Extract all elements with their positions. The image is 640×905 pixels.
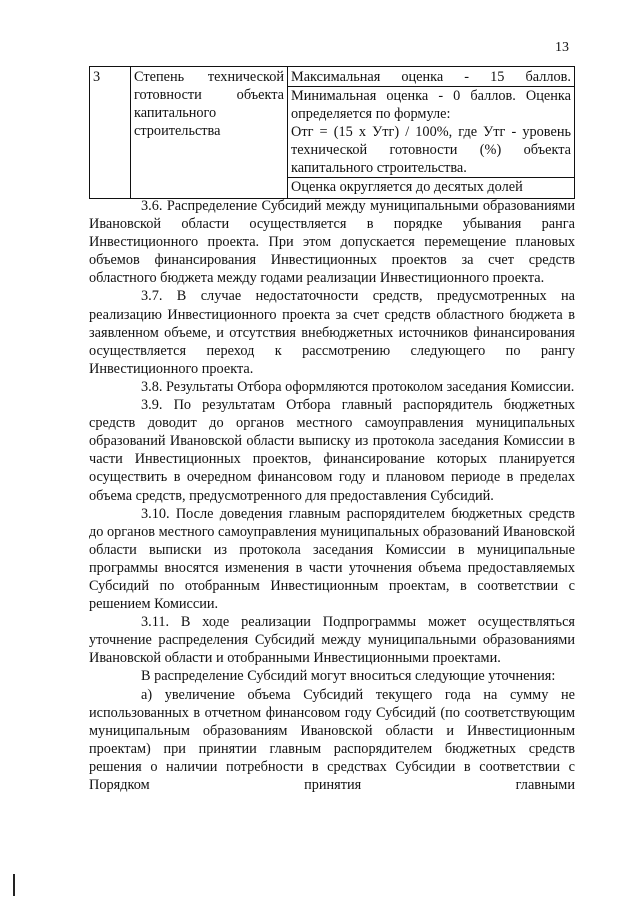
criteria-table	[89, 66, 575, 199]
paragraph-3-6: 3.6. Распределение Субсидий между муниципальными образованиями Ивановской области осуществляется в порядке убывания ранга Инвестиционного проекта. При этом допускается перемещение плановых объемов финансирования Инвестиционных проектов за счет средств областного бюджета между годами реализации Инвестиционного проекта.	[89, 198, 575, 287]
criterion-number: 3	[90, 67, 131, 199]
description-line-rounding: Оценка округляется до десятых долей	[288, 177, 574, 196]
paragraph-3-7: 3.7. В случае недостаточности средств, предусмотренных на реализацию Инвестиционного проекта за счет средств областного бюджета в заявленном объеме, и отсутствия внебюджетных источников финансирования осуществляется переход к рассмотрению следующего по рангу Инвестиционного проекта.	[89, 288, 575, 377]
paragraph-3-8: 3.8. Результаты Отбора оформляются протоколом заседания Комиссии.	[141, 378, 575, 395]
criterion-name: Степень технической готовности объекта капитального строительства	[131, 67, 288, 199]
document-body	[89, 197, 575, 794]
description-line-max: Максимальная оценка - 15 баллов.	[291, 69, 571, 85]
page-number: 13	[555, 40, 569, 55]
description-line-formula: Отг = (15 х Утг) / 100%, где Утг - уровень технической готовности (%) объекта капитального строительства.	[291, 124, 571, 176]
criterion-description	[288, 67, 575, 199]
paragraph-3-11: 3.11. В ходе реализации Подпрограммы может осуществляться уточнение распределения Субсидий между муниципальными образованиями Ивановской области и отобранными Инвестиционными проектами.	[89, 614, 575, 667]
description-line-min: Минимальная оценка - 0 баллов. Оценка определяется по формуле:	[288, 86, 574, 123]
paragraph-3-10: 3.10. После доведения главным распорядителем бюджетных средств до органов местного самоуправления муниципальных образований Ивановской области выписки из протокола заседания Комиссии в муниципальные программы вносятся изменения в части уточнения объема предоставляемых Субсидий по отобранным Инвестиционным проектам, в соответствии с решением Комиссии.	[89, 505, 575, 613]
paragraph-refinements-intro: В распределение Субсидий могут вноситься следующие уточнения:	[141, 668, 556, 685]
paragraph-item-a: а) увеличение объема Субсидий текущего года на сумму не использованных в отчетном финансовом году Субсидий (по соответствующим муниципальным образованиям Ивановской области и Инвестиционным проектам) при принятии главным распорядителем бюджетных средств решения о наличии потребности в средствах Субсидии в соответствии с Порядком принятия главными	[89, 686, 575, 793]
margin-mark	[13, 874, 15, 896]
table-row	[90, 67, 575, 199]
paragraph-3-9: 3.9. По результатам Отбора главный распорядитель бюджетных средств доводит до органов местного самоуправления муниципальных образований Ивановской области выписку из протокола заседания Комиссии в части Инвестиционных проектов, финансирование которых планируется осуществить в очередном финансовом году и плановом периоде в пределах объема средств, предусмотренного для предоставления Субсидий.	[89, 397, 575, 504]
